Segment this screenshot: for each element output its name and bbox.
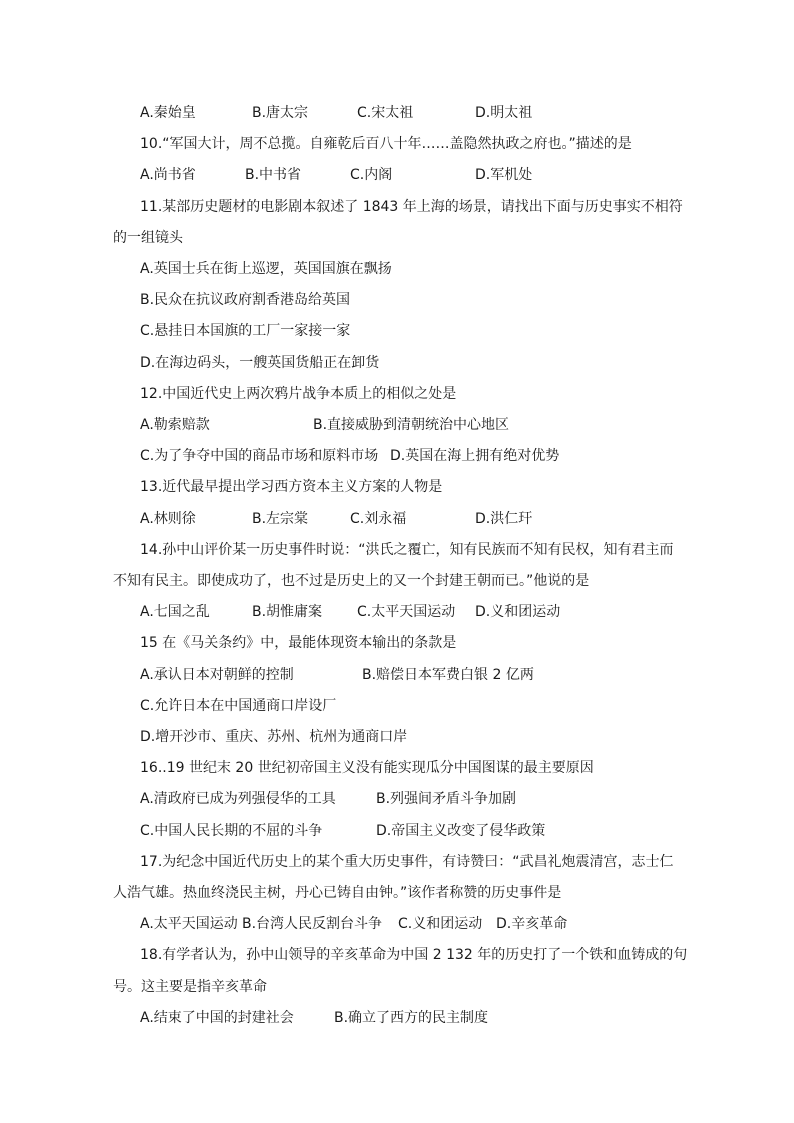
q14-stem-line2: 不知有民主。即使成功了，也不过是历史上的又一个封建王朝而已。”他说的是 xyxy=(113,573,590,589)
q17-option-d: D.辛亥革命 xyxy=(496,916,568,932)
q17-option-c: C.义和团运动 xyxy=(398,916,483,932)
q18-stem-line1: 18.有学者认为，孙中山领导的辛亥革命为中国 2 132 年的历史打了一个铁和血铸成的句 xyxy=(140,947,688,963)
q12-option-b: B.直接威胁到清朝统治中心地区 xyxy=(313,417,510,433)
q11-stem-line2: 的一组镜头 xyxy=(113,230,183,246)
q18-stem-line2: 号。这主要是指辛亥革命 xyxy=(113,979,267,995)
q15-option-d: D.增开沙市、重庆、苏州、杭州为通商口岸 xyxy=(140,729,408,745)
q10-option-b: B.中书省 xyxy=(245,167,302,183)
q10-option-a: A.尚书省 xyxy=(140,167,196,183)
q15-option-b: B.赔偿日本军费白银 2 亿两 xyxy=(362,667,534,683)
q14-stem-line1: 14.孙中山评价某一历史事件时说：“洪氏之覆亡，知有民族而不知有民权，知有君主而 xyxy=(140,542,674,558)
q15-option-a: A.承认日本对朝鲜的控制 xyxy=(140,667,294,683)
q17-option-a: A.太平天国运动 xyxy=(140,916,238,932)
q13-stem: 13.近代最早提出学习西方资本主义方案的人物是 xyxy=(140,479,443,495)
q17-stem-line1: 17.为纪念中国近代历史上的某个重大历史事件，有诗赞曰：“武昌礼炮震清宫，志士仁 xyxy=(140,854,674,870)
q13-option-b: B.左宗棠 xyxy=(252,511,309,527)
q12-stem: 12.中国近代史上两次鸦片战争本质上的相似之处是 xyxy=(140,386,457,402)
q14-option-d: D.义和团运动 xyxy=(475,604,561,620)
q12-option-a: A.勒索赔款 xyxy=(140,417,210,433)
q16-option-a: A.清政府已成为列强侵华的工具 xyxy=(140,791,336,807)
q13-option-d: D.洪仁玕 xyxy=(475,511,533,527)
q13-option-a: A.林则徐 xyxy=(140,511,196,527)
q16-option-d: D.帝国主义改变了侵华政策 xyxy=(376,823,546,839)
q9-option-c: C.宋太祖 xyxy=(357,105,414,121)
q10-option-c: C.内阁 xyxy=(350,167,393,183)
q14-option-c: C.太平天国运动 xyxy=(357,604,456,620)
q12-option-c: C.为了争夺中国的商品市场和原料市场 xyxy=(140,448,379,464)
q9-option-b: B.唐太宗 xyxy=(252,105,309,121)
q14-option-b: B.胡惟庸案 xyxy=(252,604,323,620)
q16-option-b: B.列强间矛盾斗争加剧 xyxy=(376,791,517,807)
q9-option-a: A.秦始皇 xyxy=(140,105,196,121)
q14-option-a: A.七国之乱 xyxy=(140,604,210,620)
q16-stem: 16..19 世纪末 20 世纪初帝国主义没有能实现瓜分中国图谋的最主要原因 xyxy=(140,760,594,776)
q10-stem: 10.“军国大计，周不总揽。自雍乾后百八十年……盖隐然执政之府也。”描述的是 xyxy=(140,136,632,152)
q17-stem-line2: 人浩气雄。热血终浇民主树，丹心已铸自由钟。”该作者称赞的历史事件是 xyxy=(113,885,562,901)
q11-option-d: D.在海边码头，一艘英国货船正在卸货 xyxy=(140,355,380,371)
q11-option-b: B.民众在抗议政府割香港岛给英国 xyxy=(140,292,351,308)
q17-option-b: B.台湾人民反割台斗争 xyxy=(242,916,383,932)
q10-option-d: D.军机处 xyxy=(475,167,533,183)
q15-stem: 15 在《马关条约》中，最能体现资本输出的条款是 xyxy=(140,635,457,651)
q15-option-c: C.允许日本在中国通商口岸设厂 xyxy=(140,698,337,714)
q18-option-a: A.结束了中国的封建社会 xyxy=(140,1010,294,1026)
q11-option-c: C.悬挂日本国旗的工厂一家接一家 xyxy=(140,323,351,339)
q11-option-a: A.英国士兵在街上巡逻，英国国旗在飘扬 xyxy=(140,261,392,277)
q9-option-d: D.明太祖 xyxy=(475,105,533,121)
q16-option-c: C.中国人民长期的不屈的斗争 xyxy=(140,823,323,839)
q11-stem-line1: 11.某部历史题材的电影剧本叙述了 1843 年上海的场景，请找出下面与历史事实不相符 xyxy=(140,199,683,215)
q12-option-d: D.英国在海上拥有绝对优势 xyxy=(390,448,560,464)
q18-option-b: B.确立了西方的民主制度 xyxy=(334,1010,489,1026)
q13-option-c: C.刘永福 xyxy=(350,511,407,527)
